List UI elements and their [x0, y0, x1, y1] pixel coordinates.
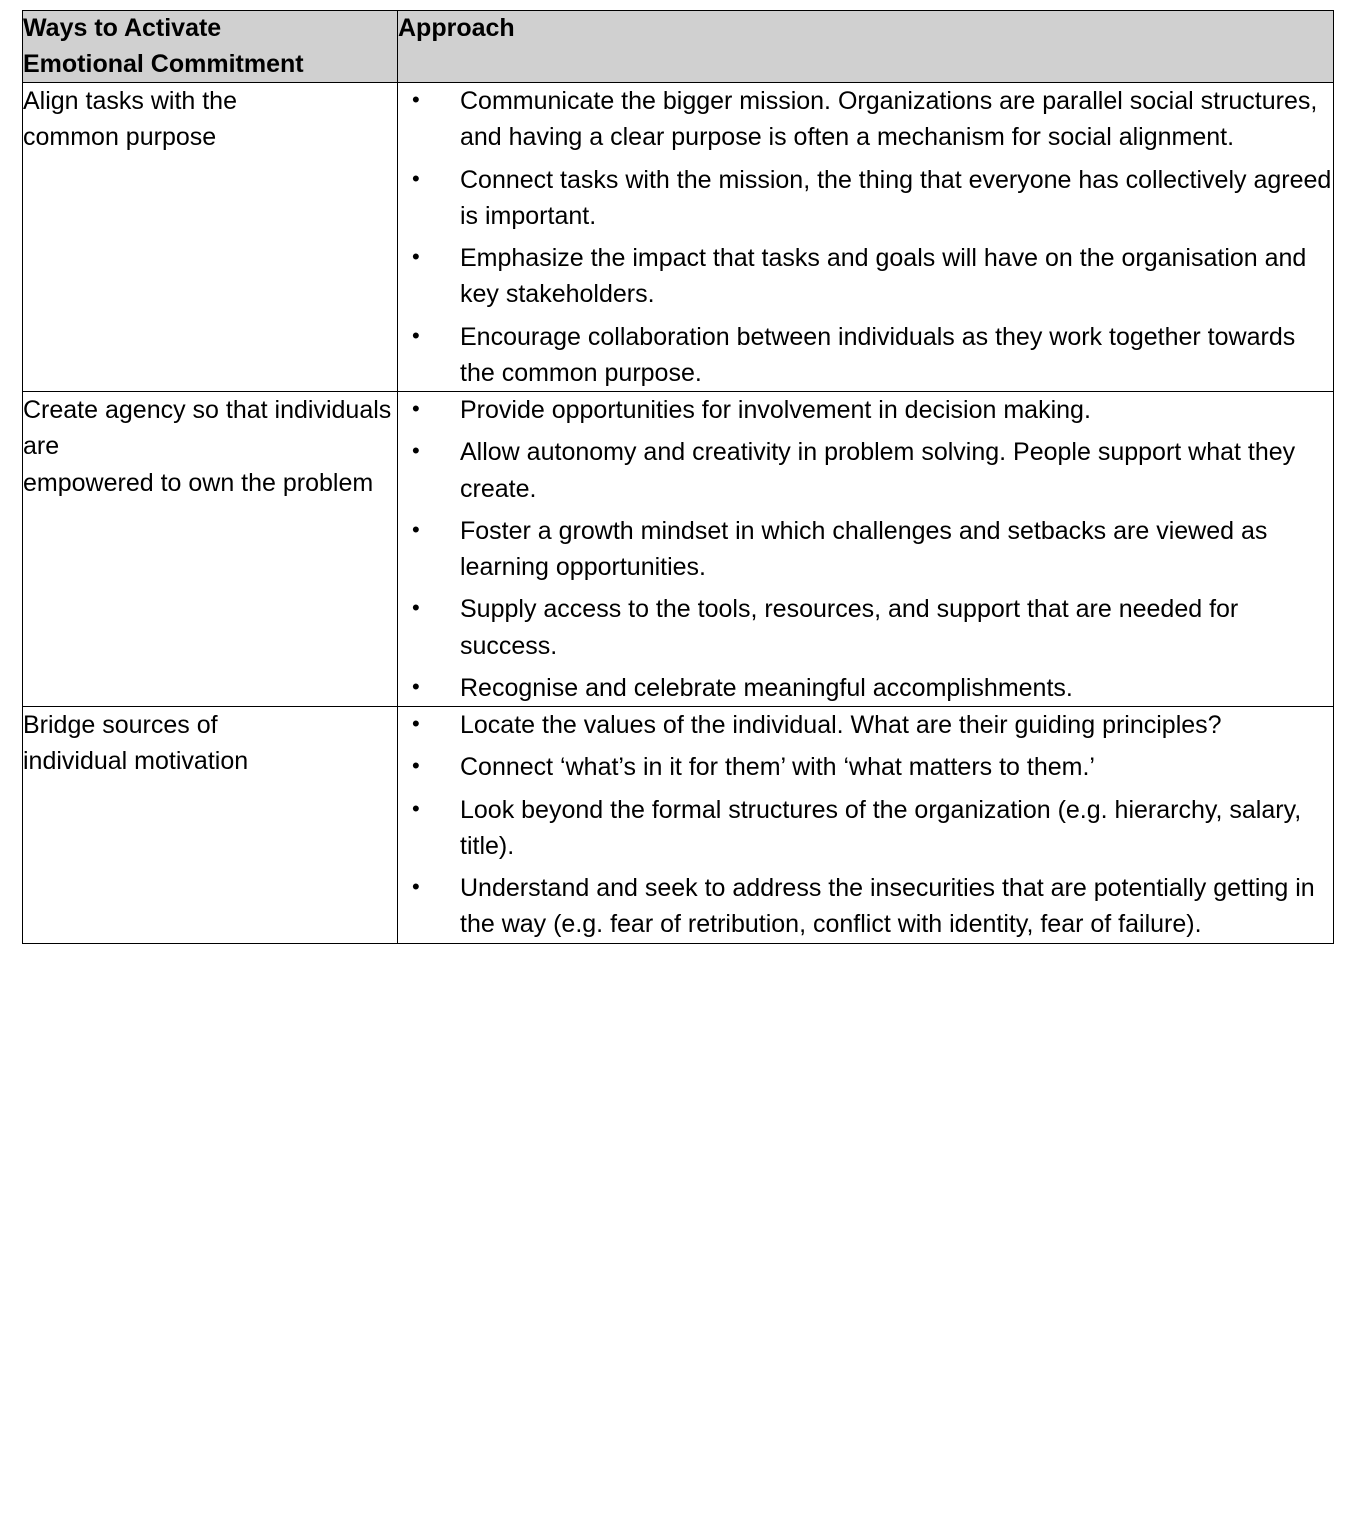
header-ways-to-activate: [23, 11, 398, 83]
table-row: [23, 707, 1334, 944]
row-3-approach-cell: [398, 707, 1334, 944]
row-3-way-cell: [23, 707, 398, 944]
list-item: • Locate the values of the individual. What are their guiding principles?: [398, 707, 1333, 743]
header-ways-line-2: Emotional Commitment: [23, 49, 304, 78]
header-approach: [398, 11, 1334, 83]
row-1-way-cell: [23, 83, 398, 392]
list-item: • Supply access to the tools, resources, and support that are needed for success.: [398, 591, 1333, 664]
list-item: • Encourage collaboration between individuals as they work together towards the common purpose.: [398, 319, 1333, 392]
list-item: • Provide opportunities for involvement in decision making.: [398, 392, 1333, 428]
table-row: [23, 83, 1334, 392]
row-2-approach-cell: [398, 392, 1334, 707]
list-item: • Foster a growth mindset in which challenges and setbacks are viewed as learning opportunities.: [398, 513, 1333, 586]
list-item: • Connect ‘what’s in it for them’ with ‘what matters to them.’: [398, 749, 1333, 785]
row-2-way-line-1: Create agency so that individuals are: [23, 396, 392, 461]
table-header-row: [23, 11, 1334, 83]
list-item: • Connect tasks with the mission, the thing that everyone has collectively agreed is important.: [398, 162, 1333, 235]
table-row: [23, 392, 1334, 707]
list-item: • Communicate the bigger mission. Organizations are parallel social structures, and having a clear purpose is often a mechanism for social alignment.: [398, 83, 1333, 156]
row-1-approach-cell: [398, 83, 1334, 392]
row-1-way-line-2: common purpose: [23, 123, 217, 152]
list-item: • Recognise and celebrate meaningful accomplishments.: [398, 670, 1333, 706]
header-ways-line-1: Ways to Activate: [23, 14, 222, 42]
row-2-way-cell: [23, 392, 398, 707]
row-2-way-line-2: empowered to own the problem: [23, 468, 374, 497]
header-approach-label: Approach: [398, 14, 515, 42]
emotional-commitment-table: [22, 10, 1334, 944]
list-item: • Look beyond the formal structures of the organization (e.g. hierarchy, salary, title).: [398, 792, 1333, 865]
row-3-way-line-1: Bridge sources of: [23, 711, 218, 739]
row-1-way-line-1: Align tasks with the: [23, 87, 237, 115]
list-item: • Understand and seek to address the insecurities that are potentially getting in the way (e.g. fear of retribution, conflict with identity, fear of failure).: [398, 870, 1333, 943]
row-2-bullet-list: [398, 392, 1333, 706]
row-3-bullet-list: [398, 707, 1333, 943]
row-3-way-line-2: individual motivation: [23, 747, 249, 776]
list-item: • Emphasize the impact that tasks and goals will have on the organisation and key stakeholders.: [398, 240, 1333, 313]
row-1-bullet-list: [398, 83, 1333, 391]
list-item: • Allow autonomy and creativity in problem solving. People support what they create.: [398, 434, 1333, 507]
